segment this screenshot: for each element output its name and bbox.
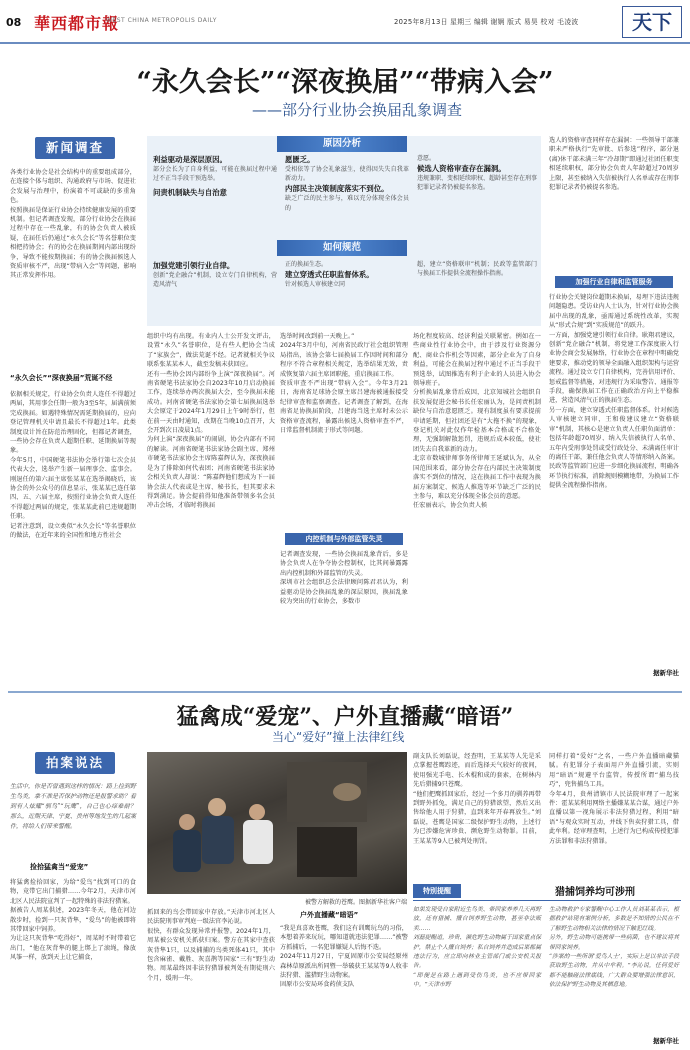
story1-lead: 各类行业协会是社会结构中的重要组成部分，在连接个体与组织、沟通政府与市场、促进社会发展与治理中，扮演着不可或缺的多重角色。 按照换届是保证行业协会持续健康发展的重要机制。但记者调查发现，部分行业协会在换届过程中存在一些乱象，有的协会负责人被质疑，在届任后仍通过“永久会长”等名誉职位变相把持协会；有的协会在换届期间内部出现纷争，导致不能按期换届；有的协会换届候选人资质审核不严，出现“带病入会”等问题，影响其正常发挥作用。	[10, 169, 136, 280]
story2-column-3: “我是真喜欢苍鹰，我们这有训鹰玩鸟的习俗，本想着养来玩玩，哪知道就违法犯罪……”被警方抓捕后，一名犯罪嫌疑人后悔不迭。 2024年11月27日，宁夏固原市公安局经原州森林草原派出所同暨一举破获王某某等9人收非法狩猎、滥猎野生动物案。 固原市公安局环食药侦支队	[280, 925, 408, 989]
cause-ribbon: 原因分析	[277, 136, 407, 152]
cause-2-title-part: 问责机制缺失与自治意	[153, 188, 227, 198]
story2-source: 据新华社	[653, 1037, 679, 1045]
cause-3-text-end: 意愿。	[417, 155, 436, 162]
story1-column-3b: 记者调查发现，一些协会换届乱象背后，多是协会负责人在争夺协会控制权，比其间暴露露出内控机制和外部监管的失灵。 深圳市社会组织总会法律顾问陈君君认为，利益驱动是协会换届乱象的深层原因，换届乱象较为突出的行业协会，多数市	[280, 551, 408, 606]
analysis-box	[147, 136, 541, 326]
story1-column-3: 选举时间改到前一天晚上。” 2024年3月中旬，河南省民政厅社会组织管理局指出，该协会第七届换届工作因时间和部分程序不符合章程相关规定，选举结果无效，责成恢复第六届主席团职能，重启换届工作。 资质审查不严出现“带病入会”。今年3月21日，海南省足球协会原主席吕建海被通报接受纪律审查和监察调查。记者调查了解到，在海南省足协换届阶段，吕建海当选主席时未公示资格审查流程，暴露出候选人资格审查不严，日常监督机制流于形式等问题。	[280, 333, 408, 435]
story2-lead: 生活中，你是否曾遇到这样的情况：路上捡到野生鸟类，拿不准是否保护动物还是报警求助？看到有人炫耀“驯鸟”“玩鹰”，自己也心痒难耐？那么，近期天津、宁夏、贵州等地发生的几起案件，将给人们带来警醒。	[10, 783, 137, 830]
newspaper-logo-en: WEST CHINA METROPOLIS DAILY	[106, 17, 217, 24]
cause-1-text: 部分会长为了自身利益，可能在换届过程中通过不正当手段干预选举。	[153, 166, 277, 183]
fix-2-text: 针对候选人审核建立同	[285, 281, 346, 289]
hawk-rescue-photo	[147, 752, 407, 894]
fix-1-text: 创新“党企融合”机制，设立专门自律机构，营造风清气	[153, 272, 277, 289]
reminder-rule	[413, 900, 681, 901]
story2-column-4: 副支队长刘磊说，经查明，王某某等人先是采点掌握苍鹰踪迹，而后选择天气较好的夜间，使用强光手电、长木棍和成的套索，在树林内先后猎捕9只苍鹰。 “他们把鹰抓回家后，经过一个多月的驯养再带到野外抓兔，满足自己的狩猎欲望，然后又出售给他人用于狩猎，直到来年开春再放生。”刘磊说，苍鹰是国家二级保护野生动物，上述行为已涉嫌危害珍贵、濒危野生动物罪。目前，王某某等9人已被判处刑罚。	[413, 753, 541, 845]
fix-2-text-end: 超，建立“资格联审”机制；民政等监管部门与换届工作提供全流程操作指南。	[417, 261, 537, 278]
section-label: 天下	[622, 6, 682, 38]
reminder-badge: 特别提醒	[413, 884, 461, 898]
story1-column-1: 依据相关规定，行业协会负责人连任不得超过两届，其用事会任期一般为3至5年，届满前须完成换届。如遇特殊情况需延期换届的，应向登记管理机关申请且最长不得超过1年。此类制度设计旨在防范治理固化，但都记者调查，一些协会存在负责人超期任职、延期换届等现象。 今年5月，中国硬笔书法协会举行第七次会员代表大会，选举产生新一届理事会、监事会。刚退任的第六届主席张某某在选举揭晓后，该协会的外公众号的信息显示，张某某已连任第四、五、六届主席，按照行业协会负责人连任不得超过两届的规定，张某某此前已违规超期任职。 记者注意到，设立类似“永久会长”等名誉职位的做法，在近年来的全国性和地方性社会	[10, 391, 136, 540]
fix-2-title: 建立穿透式任职监督体系。	[285, 270, 374, 280]
story2-column-1: 将猛禽捡拾回家，为给“爱鸟”找到可口的食物，竟带它出门捕猎……今年2月，天津市河北区人民法院宣判了一起特殊的非法狩猎案。 据被告人周某供述，2023年冬天，他在河边散步时，捡到一只灰背隼，“爱鸟”的他被即将其带回家中饲养。 为让这只灰背隼“吃得好”，周某时不时带着它出门，“他在灰背隼的腿上绑上了滚绳，像放风筝一样，放到天上让它捕食，	[10, 879, 136, 962]
fix-col-3	[417, 260, 537, 324]
reminder-column-1: 如果发现受自家附近生鸟类、带回家养养几天再野放，还有猎捕、擅自饲养野生动物，甚至非法贩卖…… 刘磊提醒道，珍贵、濒危野生动物属于国家重点保护，禁止个人擅自饲养；私自饲养并造成后果都属违法行为，应立即向林业主管部门或公安机关报告。 “即便是在路上遇到受伤鸟类，也不应带回家中。”天津市野	[413, 907, 541, 989]
story1-column-5b: 行业协会关键岗位超期未换届，易埋下违法违规问题隐患。受访业内人士认为，针对行业协会换届中出现的乱象，亟需通过系统性改革，实现从“形式合规”到“实质规范”的跃升。 一方面，加强党建引领行业自律。耿翔君建议，创新“党企融合”机制，将党建工作深度嵌入行业协会商会发展脉络，行业协会在章程中明确党建要求，推动党的领导全面融入组织架构与运营流程。通过设立专门自律机构，完善信用评价、惩戒监督等措施，对违规行为采取警告、通报等手段，确保换届工作在正确政治方向上平稳推进，营造风清气正的换届生态。 另一方面，建立穿透式任职监督体系。针对候选人审核建立同审，王和俊建议建立“资格联审”机制，其核心是建立负责人任职负面清单：包括年龄超70周岁、纳入失信被执行人名单、五年内受刑事处罚或受行政处分、未满离任审计的离任干部，兼任他会负责人等情形纳入备案。民政等监管部门应进一步细化换届流程，明确各环节执行标准，消除规则模糊地带，为换届工作提供全流程操作指南。	[549, 294, 679, 490]
reminder-column-2: 生动物救护专家警醒中心工作人员刘某某表示，根据救护站现有案例分析，多数是不知情的公民在不了解野生动物相关法律的情况下触犯红线。 另外，野生动物可能携带一些病菌，也不建议将其带回家饲养。 “涉案的一些所谓‘爱鸟人士’，实际上是以非法手段获取野生动物，并从中牟利。”李沁说，任何爱好都不能触碰法律底线，广大群众要增强法律意识，依法保护野生动物及其栖息地。	[549, 907, 679, 989]
story1-source: 据新华社	[653, 669, 679, 677]
fix-1-title: 加强党建引领行业自律。	[153, 261, 235, 270]
story-divider	[8, 691, 682, 693]
story1-subheadline: ——部分行业协会换届乱象调查	[252, 101, 463, 119]
cause-3-title: 内部民主决策制度落实不到位。	[285, 184, 389, 194]
cause-col-1	[153, 154, 277, 246]
story1-section-heading-1: “永久会长”“深夜换届”荒诞不经	[10, 374, 113, 382]
fix-col-1	[153, 260, 277, 324]
story2-column-badge: 拍案说法	[35, 752, 115, 774]
cause-3-text: 缺乏广泛的民主参与，难以充分体现全体会员的	[285, 195, 409, 212]
edition-info: 2025年8月13日 星期三 编辑 谢娴 版式 易昊 校对 毛凌波	[394, 18, 579, 26]
cause-col-3	[417, 154, 537, 246]
cause-4-title: 候选人资格审查存在漏洞。	[417, 164, 506, 174]
story1-section-heading-3: 加强行业自律和监管服务	[555, 276, 673, 288]
masthead	[0, 0, 690, 44]
page-number: 08	[6, 16, 22, 29]
cause-2-title: 愿匮乏。	[285, 155, 315, 164]
cause-2-text: 受相依等了协会礼象滋生，使得因失失自我革新动力。	[285, 166, 409, 183]
reminder-title: 猎捕饲养均可涉刑	[555, 887, 635, 898]
cause-1-title: 利益驱动是深层原因。	[153, 155, 227, 164]
story2-subheadline: 当心“爱好”撞上法律红线	[272, 730, 405, 744]
story1-column-4: 场化程度较高、经济利益关联紧密。例如在一些商业性行业协会中，由于涉及行业资源分配、商业合作机会等因素，部分企业为了自身利益，可能会在换届过程中通过不正当手段干预选举，试图推选有利于企业的人员进入协会领导班子。 分析换届乱象背后成因，北京知城社会组织自扶发展促进会秘书长任宏丽认为，是问责机制缺位与自治意愿匮乏。现有制度虽有要求提前申请延期，但社团还是有“大拖不换”的现象，登记机关对此仅作年检基本合格或不合格处理，无强制解散惩罚，违规后成本较低，使社团失去自我革新的动力。 北京市数城律师事务所律师王延斌认为，从全国范围来看，部分协会存在内部民主决策制度落实不到位的情况，这在换届工作中表现为换届方案制定、候选人推选等环节缺乏广泛的民主参与，难以充分体现全体会员的意愿。 任宏丽表示，协会负责人候	[413, 333, 541, 510]
story2-section-heading-2: 户外直播藏“暗语”	[300, 911, 359, 919]
cause-col-2	[285, 154, 409, 246]
story2-headline: 猛禽成“爱宠”、户外直播藏“暗语”	[176, 704, 514, 730]
story1-headline: “永久会长”“深夜换届”“带病入会”	[136, 67, 554, 98]
story2-column-5: 同样打着“爱好”之名，一些户外直播暗藏猫腻。有犯罪分子表面用户外直播引流，实则用“暗语”规避平台监管，传授所谓“捕鸟技巧”，兜售捕鸟工具。 今年4月，贵州清镇市人民法院审理了一起案件：霍某某利用网络主播嫌某某合谋，通过户外直播以第一视角展示非法狩猎过程，利用“暗语”与观众实时互动，并线下售卖狩猎工具，借此牟利。经审理查明，上述行为已构成传授犯罪方法罪和非法狩猎罪。	[549, 753, 679, 845]
cause-4-text: 违规兼职、变相延续职权、超龄甚至存在刑事犯罪记录者仍被提名参选。	[417, 175, 538, 192]
photo-scene-illustration	[147, 752, 407, 894]
fix-col-2	[285, 260, 409, 324]
story2-section-heading-1: 捡拾猛禽当“爱宠”	[30, 863, 89, 871]
fix-ribbon: 如何规范	[277, 240, 407, 256]
story2-column-2: 抓回来的鸟会带回家中存放。”天津市河北区人民法院刑事审判庭一级法官李沁说。 很快，有群众发现异常并报警。2024年1月，周某被公安机关抓获归案。警方在其家中查获灰背隼1只，以及捕捕的鸟类死体41只，其中包含麻雀、戴胜、灰喜鹊等国家“三有”野生动物。周某最终因非法狩猎罪被判处有期徒刑六个月，缓刑一年。	[147, 909, 275, 982]
newspaper-logo: 華西都市報	[34, 14, 120, 33]
photo-caption: 被警方解救的苍鹰。图据新华社客户端	[304, 899, 407, 906]
story1-section-heading-2: 内控机制与外部监管失灵	[285, 533, 403, 545]
story1-column-5: 选人的资格审查同样存在漏洞：一些领导干部兼职未严格执行“先审批、后参选”程序，部分退(离)休干部未满三年“冷却期”即通过社团任职变相延续职权，部分协会负责人年龄超过70周岁上限，甚至被纳入失信被执行人名单或存在刑事犯罪记录者仍被提名参选。	[549, 137, 679, 192]
story1-column-badge: 新闻调查	[35, 137, 115, 159]
fix-1-text-end: 正的换届生态。	[285, 261, 328, 268]
story1-column-2: 组织中均有出现。有业内人士公开发文评击，设置“永久”名誉职位，是有些人把协会当成了“家族会”，做法荒诞不经。记者就相关争议联系张某某本人，截至发稿未获回应。 还有一些协会因内部纷争上演“深夜换届”。河南省硬笔书法家协会自2023年10月启动换届工作，连续举办两次换届大会，至今换届未能成功。河南省硬笔书法家协会第七届换届选举大会原定于2024年1月29日上午9时举行，但在前一天由时通知，改期在当晚10点召开，大会开到次日凌晨1点。 为何上演“深夜换届”的闹剧，协会内部有不同的解读。河南省硬笔书法家协会副主席、郑州市硬笔书法家协会主席陈嘉辉认为，深夜换届是为了排除如何代表团；河南省硬笔书法家协会相关负责人却说：“陈嘉辉他们想成为下一届协会法人代表或是主席、秘书长，但其要求未得到满足。协会提前得知他准备带领多名会员冲击会场，才临时将换届	[147, 333, 275, 510]
